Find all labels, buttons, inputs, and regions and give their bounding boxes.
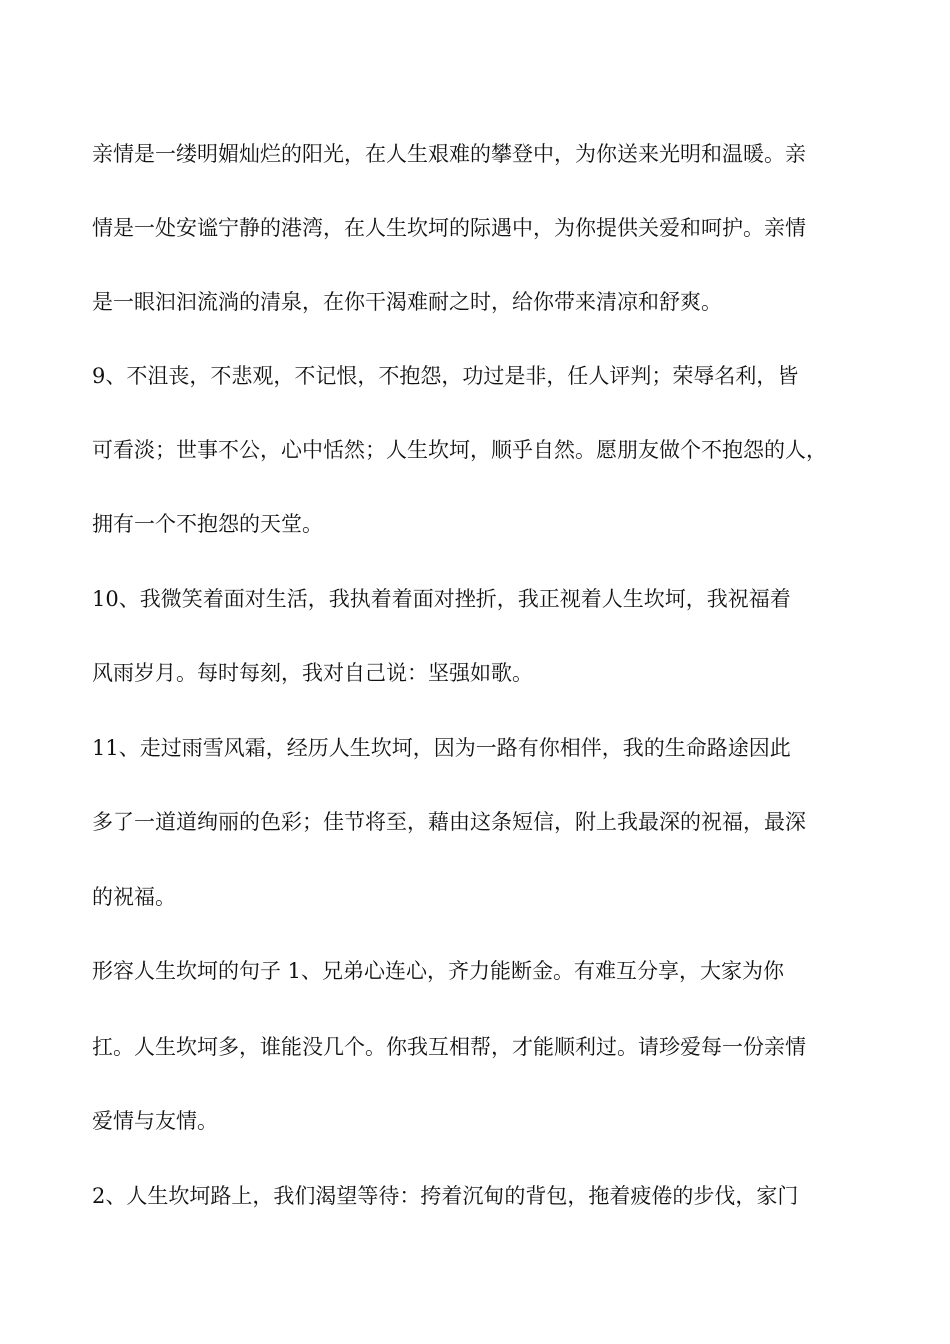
text-line: 9、不沮丧，不悲观，不记恨，不抱怨，功过是非，任人评判；荣辱名利，皆 <box>92 364 799 388</box>
text-line: 10、我微笑着面对生活，我执着着面对挫折，我正视着人生坎坷，我祝福着 <box>92 587 791 611</box>
text-line: 亲情是一缕明媚灿烂的阳光，在人生艰难的攀登中，为你送来光明和温暖。亲 <box>92 142 806 166</box>
text-line: 11、走过雨雪风霜，经历人生坎坷，因为一路有你相伴，我的生命路途因此 <box>92 736 791 760</box>
text-line: 扛。人生坎坷多，谁能没几个。你我互相帮，才能顺利过。请珍爱每一份亲情 <box>92 1035 806 1059</box>
text-line: 风雨岁月。每时每刻，我对自己说：坚强如歌。 <box>92 661 533 685</box>
text-line: 可看淡；世事不公，心中恬然；人生坎坷，顺乎自然。愿朋友做个不抱怨的人， <box>92 438 827 462</box>
text-line: 是一眼汩汩流淌的清泉，在你干渴难耐之时，给你带来清凉和舒爽。 <box>92 290 722 314</box>
text-line: 爱情与友情。 <box>92 1109 218 1133</box>
text-line: 情是一处安谧宁静的港湾，在人生坎坷的际遇中，为你提供关爱和呵护。亲情 <box>92 216 806 240</box>
text-line: 的祝福。 <box>92 885 176 909</box>
text-line: 形容人生坎坷的句子 1、兄弟心连心，齐力能断金。有难互分享，大家为你 <box>92 959 785 983</box>
text-line: 2、人生坎坷路上，我们渴望等待：挎着沉甸的背包，拖着疲倦的步伐，家门 <box>92 1184 799 1208</box>
text-line: 多了一道道绚丽的色彩；佳节将至，藉由这条短信，附上我最深的祝福，最深 <box>92 810 806 834</box>
text-line: 拥有一个不抱怨的天堂。 <box>92 512 323 536</box>
